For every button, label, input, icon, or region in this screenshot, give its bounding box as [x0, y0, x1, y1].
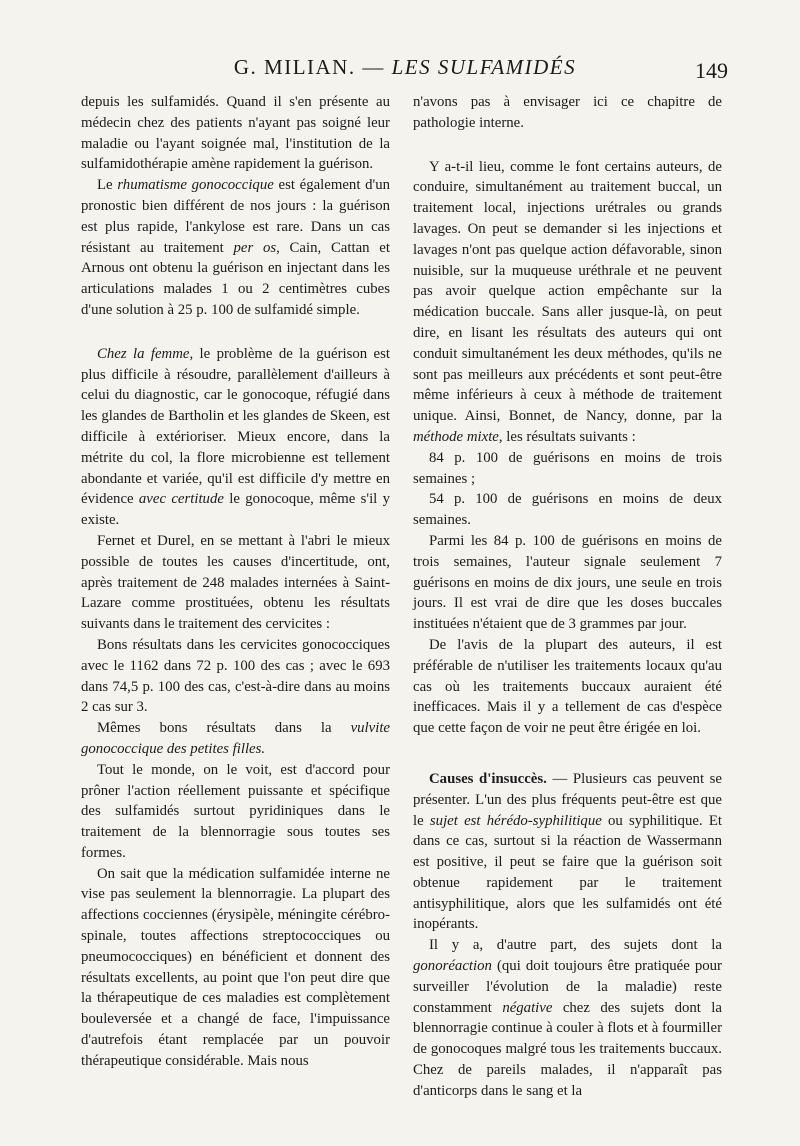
italic-term: Chez la femme — [97, 345, 190, 362]
paragraph — [413, 935, 722, 1101]
italic-term: avec certitude — [138, 491, 224, 508]
text-run: Y a-t-il lieu, comme le font certains auteurs, de conduire, simultanément au traitement buccal, un traitement local, injections urétrales ou grands lavages. On peut se demander si les injections et lavages n'ont pas quelque action défavorable, sinon nuisible, sur la muqueuse uréthrale et ne peuvent pas avoir quelque action empêchante sur la médication buccale. Sans aller jusque-là, on peut dire, en lisant les résultats des auteurs qui ont conduit simultanément les deux méthodes, qu'ils ne sont pas meilleurs aux précédents et sont peut-être même inférieurs à ceux à méthode de traitement unique. Ainsi, Bonnet, de Nancy, donne, par la — [413, 158, 722, 425]
paragraph: Tout le monde, on le voit, est d'accord pour prôner l'action réellement puissante et spécifique des sulfamidés surtout pyridiniques dans le traitement de la blennorragie sous toutes ses formes. — [81, 761, 390, 861]
paragraph: 84 p. 100 de guérisons en moins de trois semaines ; — [413, 449, 722, 487]
italic-term: rhumatisme gonococcique — [117, 177, 274, 194]
paragraph: On sait que la médication sulfamidée interne ne vise pas seulement la blennorragie. La plupart des affections cocciennes (érysipèle, méningite cérébro-spinale, toutes affections streptococciques ou pneumococciques) en bénéficient et donnent des résultats excellents, au point que l'on peut dire que la thérapeutique de ces maladies est complètement bouleversée et a changé de face, l'impuissance d'autrefois étant remplacée par un pouvoir thérapeutique considérable. Mais nous — [81, 865, 390, 1069]
italic-term: per os — [233, 239, 277, 256]
italic-term: gonoréaction — [413, 958, 492, 975]
paragraph — [81, 175, 390, 321]
paragraph: Parmi les 84 p. 100 de guérisons en moins de trois semaines, l'auteur signale seulement 7 guérisons en moins de dix jours, une seule en trois jours. Il est vrai de dire que les doses buccales instituées n'étaient que de 3 grammes par jour. — [413, 532, 722, 633]
text-run: ou syphilitique. Et dans ce cas, surtout si la réaction de Wassermann est positive, il peut se faire que la guérison soit obtenue rapidement par le traitement antisyphilitique, alors que les sulfamidés ont été inopérants. — [413, 812, 722, 933]
page-number: 149 — [695, 58, 728, 83]
text-run: — Plusieurs cas peuvent se présenter. L'un des plus fréquents peut-être est que le — [413, 770, 722, 829]
header-dash: — — [355, 55, 392, 79]
right-column — [413, 92, 722, 1102]
paragraph: Fernet et Durel, en se mettant à l'abri le mieux possible de toutes les causes d'incertitude, ont, après traitement de 248 malades internées à Saint-Lazare comme prostituées, obtenu les résultats suivants dans le traitement des cervicites : — [81, 532, 390, 633]
paragraph — [413, 157, 722, 448]
text-run: Mêmes bons résultats dans la — [97, 720, 351, 737]
text-run: , le problème de la guérison est plus difficile à résoudre, parallèlement d'ailleurs à celui du diagnostic, car le gonocoque, réfugié dans les glandes de Bartholin et les glandes de Skeen, est difficile à extérioriser. Mieux encore, dans la métrite du col, la flore microbienne est tellement abondante et variée, qu'il est difficile d'y mettre en évidence — [81, 345, 390, 508]
paragraph: n'avons pas à envisager ici ce chapitre de pathologie interne. — [413, 94, 722, 131]
paragraph: Bons résultats dans les cervicites gonococciques avec le 1162 dans 72 p. 100 des cas ; avec le 693 dans 74,5 p. 100 des cas, c'est-à-dire dans au moins 2 cas sur 3. — [81, 636, 390, 716]
paragraph: De l'avis de la plupart des auteurs, il est préférable de n'utiliser les traitements locaux qu'au cas où les traitements buccaux auraient été inefficaces. Mais il y a tellement de cas d'espèce que cette façon de voir ne peut être érigée en loi. — [413, 636, 722, 737]
italic-term: sujet est hérédo-syphilitique — [429, 812, 602, 829]
italic-term: méthode mixte — [413, 428, 499, 445]
text-run: chez des sujets dont la blennorragie continue à couler à flots et à fourmiller de gonocoques malgré tous les traitements buccaux. Chez de pareils malades, il n'apparaît pas d'anticorps dans le sang et la — [413, 999, 722, 1099]
italic-term: négative — [502, 999, 553, 1016]
italic-term: vulvite gonococcique des petites filles. — [81, 720, 390, 757]
text-run: , Cain, Cattan et Arnous ont obtenu la guérison en injectant dans les articulations malades 1 ou 2 centimètres cubes d'une solution à 25 p. 100 de sulfamidé simple. — [81, 239, 390, 318]
paragraph — [413, 769, 722, 935]
text-run: le gonocoque, même s'il y existe. — [81, 491, 390, 529]
text-run: est également d'un pronostic bien différent de nos jours : la guérison est plus rapide, l'ankylose est rare. Dans un cas résistant au traitement — [81, 177, 390, 256]
header-author: G. MILIAN. — [233, 55, 356, 79]
running-header — [80, 55, 730, 80]
paragraph — [81, 718, 390, 760]
text-run: Il y a, d'autre part, des sujets dont la — [429, 937, 722, 954]
header-title: LES SULFAMIDÉS — [391, 55, 577, 79]
left-column — [81, 92, 390, 1072]
paragraph: depuis les sulfamidés. Quand il s'en présente au médecin chez des patients n'ayant pas soigné leur maladie ou l'ayant soignée mal, l'institution de la sulfamidothérapie amène rapidement la guérison. — [81, 94, 390, 173]
text-run: Le — [97, 177, 118, 194]
text-run: (qui doit toujours être pratiquée pour surveiller l'évolution de la maladie) reste constamment — [413, 958, 722, 1016]
text-run: , les résultats suivants : — [498, 428, 636, 445]
paragraph: 54 p. 100 de guérisons en moins de deux semaines. — [413, 491, 722, 529]
paragraph — [81, 344, 390, 531]
section-heading: Causes d'insuccès. — [429, 770, 547, 787]
